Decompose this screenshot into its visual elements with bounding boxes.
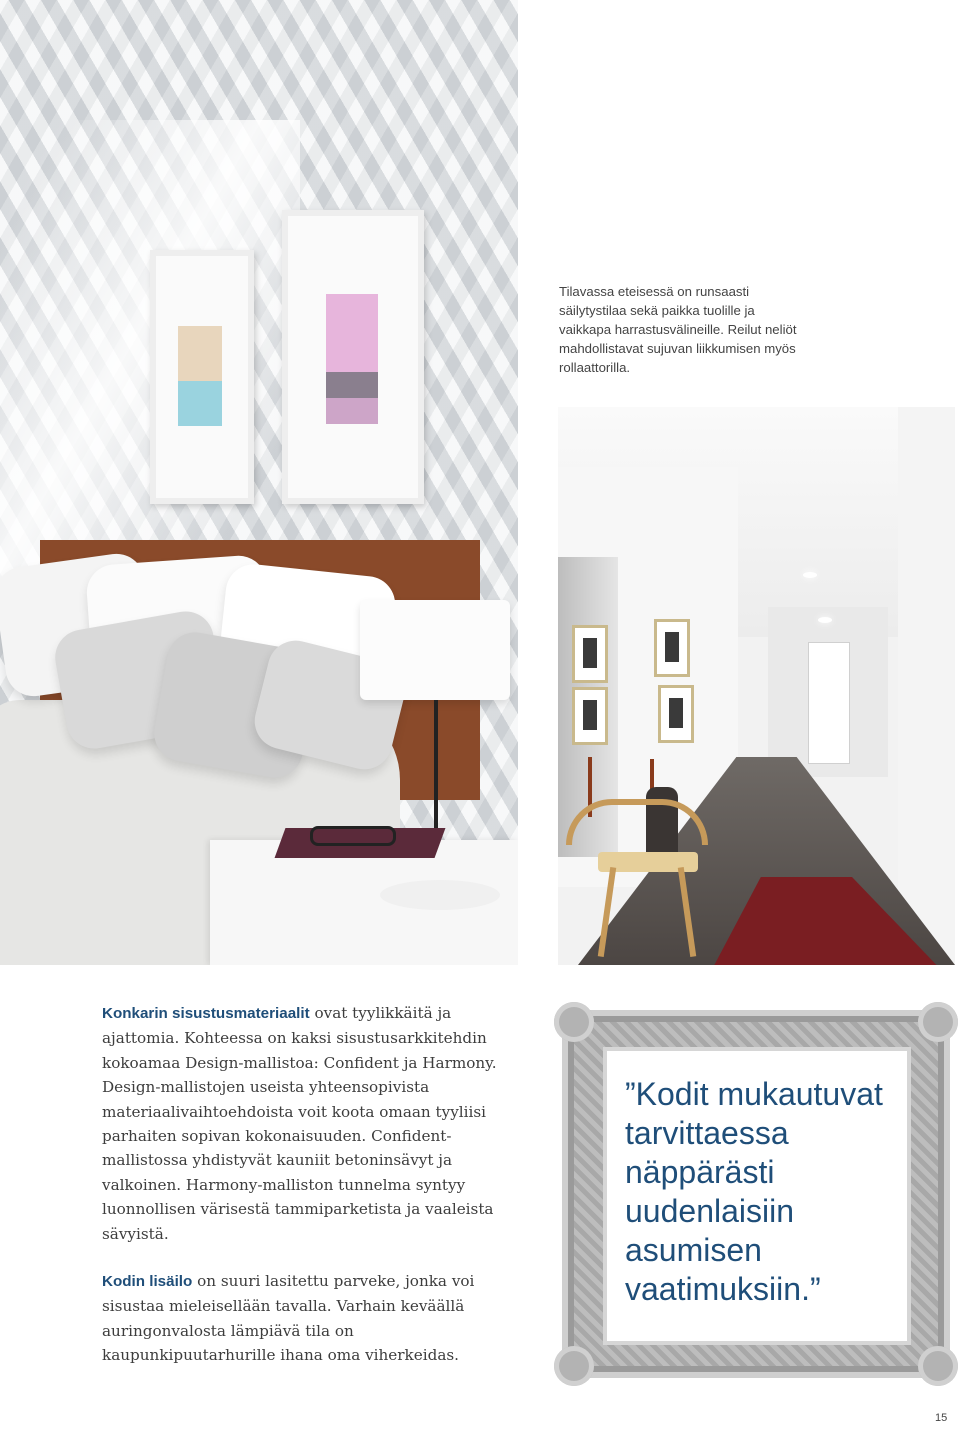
bedroom-photo	[0, 0, 518, 965]
ceiling-light	[803, 572, 817, 578]
frame-ornament	[918, 1002, 958, 1042]
glasses	[310, 826, 396, 846]
chair-back	[566, 799, 708, 845]
wall-art-left	[150, 250, 254, 504]
paragraph-text: on suuri lasitettu parveke, jonka voi sisustaa mieleisellään tavalla. Varhain keväällä auringonvalosta lämpiävä tila on kaupunkipuutarhurille ihana oma viherkeidas.	[102, 1272, 475, 1365]
page-number: 15	[935, 1412, 948, 1424]
hall-picture	[572, 625, 608, 683]
lamp-shade	[360, 600, 510, 700]
door	[808, 642, 850, 764]
ceiling-light	[818, 617, 832, 623]
paragraph-lead: Konkarin sisustusmateriaalit	[102, 1005, 310, 1022]
paragraph-balcony	[102, 1269, 522, 1368]
paragraph-lead: Kodin lisäilo	[102, 1273, 193, 1291]
wall-art-right	[282, 210, 424, 504]
hall-picture	[658, 685, 694, 743]
frame-ornament	[918, 1346, 958, 1386]
quote-panel	[607, 1051, 907, 1341]
paragraph-text: ovat tyylikkäitä ja ajattomia. Kohteessa on kaksi sisustusarkkitehdin kokoamaa Design-mallistoa: Confident ja Harmony. Design-mallistojen useista yhteensopivista materiaalivaihtoehdoista voit koota omaan tyyliisi parhaiten sopivan kokonaisuuden. Confident-mallistossa yhdistyvät kauniit betoninsävyt ja valkoinen. Harmony-malliston tunnelma syntyy luonnollisen värisestä tammiparketista ja vaaleista sävyistä.	[102, 1004, 497, 1243]
paragraph-materials	[102, 1001, 522, 1246]
ornate-quote-frame	[562, 1010, 950, 1378]
frame-ornament	[554, 1002, 594, 1042]
hall-right-wall	[898, 407, 955, 965]
pull-quote: ”Kodit mukautuvat tarvittaessa näppärästi uudenlaisiin asumisen vaatimuksiin.”	[625, 1076, 883, 1307]
photo-caption: Tilavassa eteisessä on runsaasti säilytystilaa sekä paikka tuolille ja vaikkapa harrastusvälineille. Reilut neliöt mahdollistavat sujuvan liikkumisen myös rollaattorilla.	[559, 284, 797, 375]
frame-ornament	[554, 1346, 594, 1386]
hall-picture	[572, 687, 608, 745]
hallway-photo	[558, 407, 955, 965]
body-text	[102, 1001, 522, 1391]
lamp-base	[380, 880, 500, 910]
hall-picture	[654, 619, 690, 677]
